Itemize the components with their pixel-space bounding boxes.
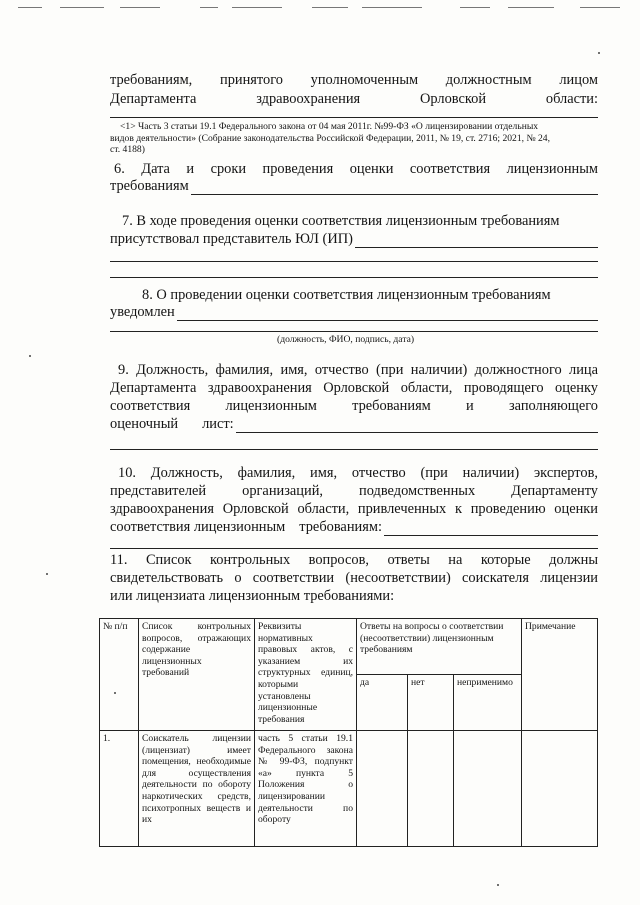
item-10-line-2: представителей организаций, подведомственных Департаменту [110,483,598,499]
scan-edge-marks [0,7,640,11]
item-9-line-4 [110,415,598,433]
header-legal-requisites: Реквизиты нормативных правовых актов, с указанием их структурных единиц, которыми установлены лицензионные требования [255,619,357,731]
item-6-blank-field[interactable] [191,180,598,195]
table-header-row [100,619,598,675]
footnote-line-1: <1> Часть 3 статьи 19.1 Федерального закона от 04 мая 2011г. №99-ФЗ «О лицензировании отдельных [120,121,539,132]
footnote-line-2: видов деятельности» (Собрание законодательства Российской Федерации, 2011, № 19, ст. 2716; 2021, № 24, [110,132,550,144]
item-7-blank-line-2[interactable] [110,261,598,262]
item-10-line-1: 10. Должность, фамилия, имя, отчество (при наличии) экспертов, [118,465,598,481]
item-9-label-a: оценочный [110,416,179,432]
row-1-answer-yes[interactable] [357,731,408,847]
item-7-label: присутствовал представитель ЮЛ (ИП) [110,231,353,247]
header-question-list: Список контрольных вопросов, отражающих содержание лицензионных требований [139,619,255,731]
footnote-line-3: ст. 4188) [110,144,145,155]
footnote-separator [110,117,598,118]
item-7-blank-field[interactable] [355,233,598,248]
header-not-applicable: неприменимо [454,675,522,731]
item-7-blank-line-3[interactable] [110,277,598,278]
header-answers: Ответы на вопросы о соответствии (несоответствии) лицензионным требованиям [357,619,522,675]
item-8-blank-line-2[interactable] [110,331,598,332]
paragraph-5-line-1: требованиям, принятого уполномоченным должностным лицом [110,72,598,88]
item-8-line-1: 8. О проведении оценки соответствия лицензионным требованиям [142,287,551,303]
item-10-line-3: здравоохранения Орловской области, привлеченных к проведению оценки [110,501,598,517]
item-10-blank-field[interactable] [384,521,598,536]
item-8-blank-field[interactable] [177,306,598,321]
item-6-label: требованиям [110,178,189,194]
item-9-line-2: Департамента здравоохранения Орловской области, проводящего оценку [110,380,598,396]
item-11-line-3: или лицензиата лицензионным требованиями: [110,588,395,604]
item-9-line-3: соответствия лицензионным требованиям и заполняющего [110,398,598,414]
scan-speck [29,355,31,357]
row-1-question: Соискатель лицензии (лицензиат) имеет помещения, необходимые для осуществления деятельности по обороту наркотических средств, психотропных веществ и их [139,731,255,847]
item-9-label-b: лист: [202,416,234,432]
item-7-line-2 [110,230,598,248]
footnote [110,121,598,156]
item-9-blank-line-2[interactable] [110,449,598,450]
item-6-line-2 [110,177,598,195]
item-8-caption: (должность, ФИО, подпись, дата) [277,334,415,345]
scan-speck [497,884,499,886]
scan-speck [46,573,48,575]
item-6-line-1: 6. Дата и сроки проведения оценки соответствия лицензионным [114,161,598,177]
paragraph-5-line-2: Департамента здравоохранения Орловской области: [110,91,598,107]
table-row [100,731,598,847]
item-11-line-2: свидетельствовать о соответствии (несоответствии) соискателя лицензии [110,570,598,586]
item-11-line-1: 11. Список контрольных вопросов, ответы на которые должны [110,552,598,568]
item-10-label-a: соответствия лицензионным [110,519,286,535]
row-1-number: 1. [100,731,139,847]
item-10-blank-line-2[interactable] [110,548,598,549]
item-10-label-b: требованиям: [299,519,382,535]
row-1-answer-not-applicable[interactable] [454,731,522,847]
checklist-table [99,618,598,847]
header-yes: да [357,675,408,731]
item-9-line-1: 9. Должность, фамилия, имя, отчество (при наличии) должностного лица [118,362,598,378]
item-8-line-2 [110,303,598,321]
scan-speck [598,52,600,54]
header-number: № п/п [100,619,139,731]
item-10-line-4 [110,518,598,536]
item-7-line-1: 7. В ходе проведения оценки соответствия лицензионным требованиям [122,213,560,229]
row-1-note[interactable] [522,731,598,847]
header-no: нет [408,675,454,731]
scan-speck [114,692,116,694]
header-note: Примечание [522,619,598,731]
item-8-label: уведомлен [110,304,175,320]
item-9-blank-field[interactable] [236,418,598,433]
row-1-requisites: часть 5 статьи 19.1 Федерального закона № 99-ФЗ, подпункт «а» пункта 5 Положения о лицензировании деятельности по обороту [255,731,357,847]
row-1-answer-no[interactable] [408,731,454,847]
